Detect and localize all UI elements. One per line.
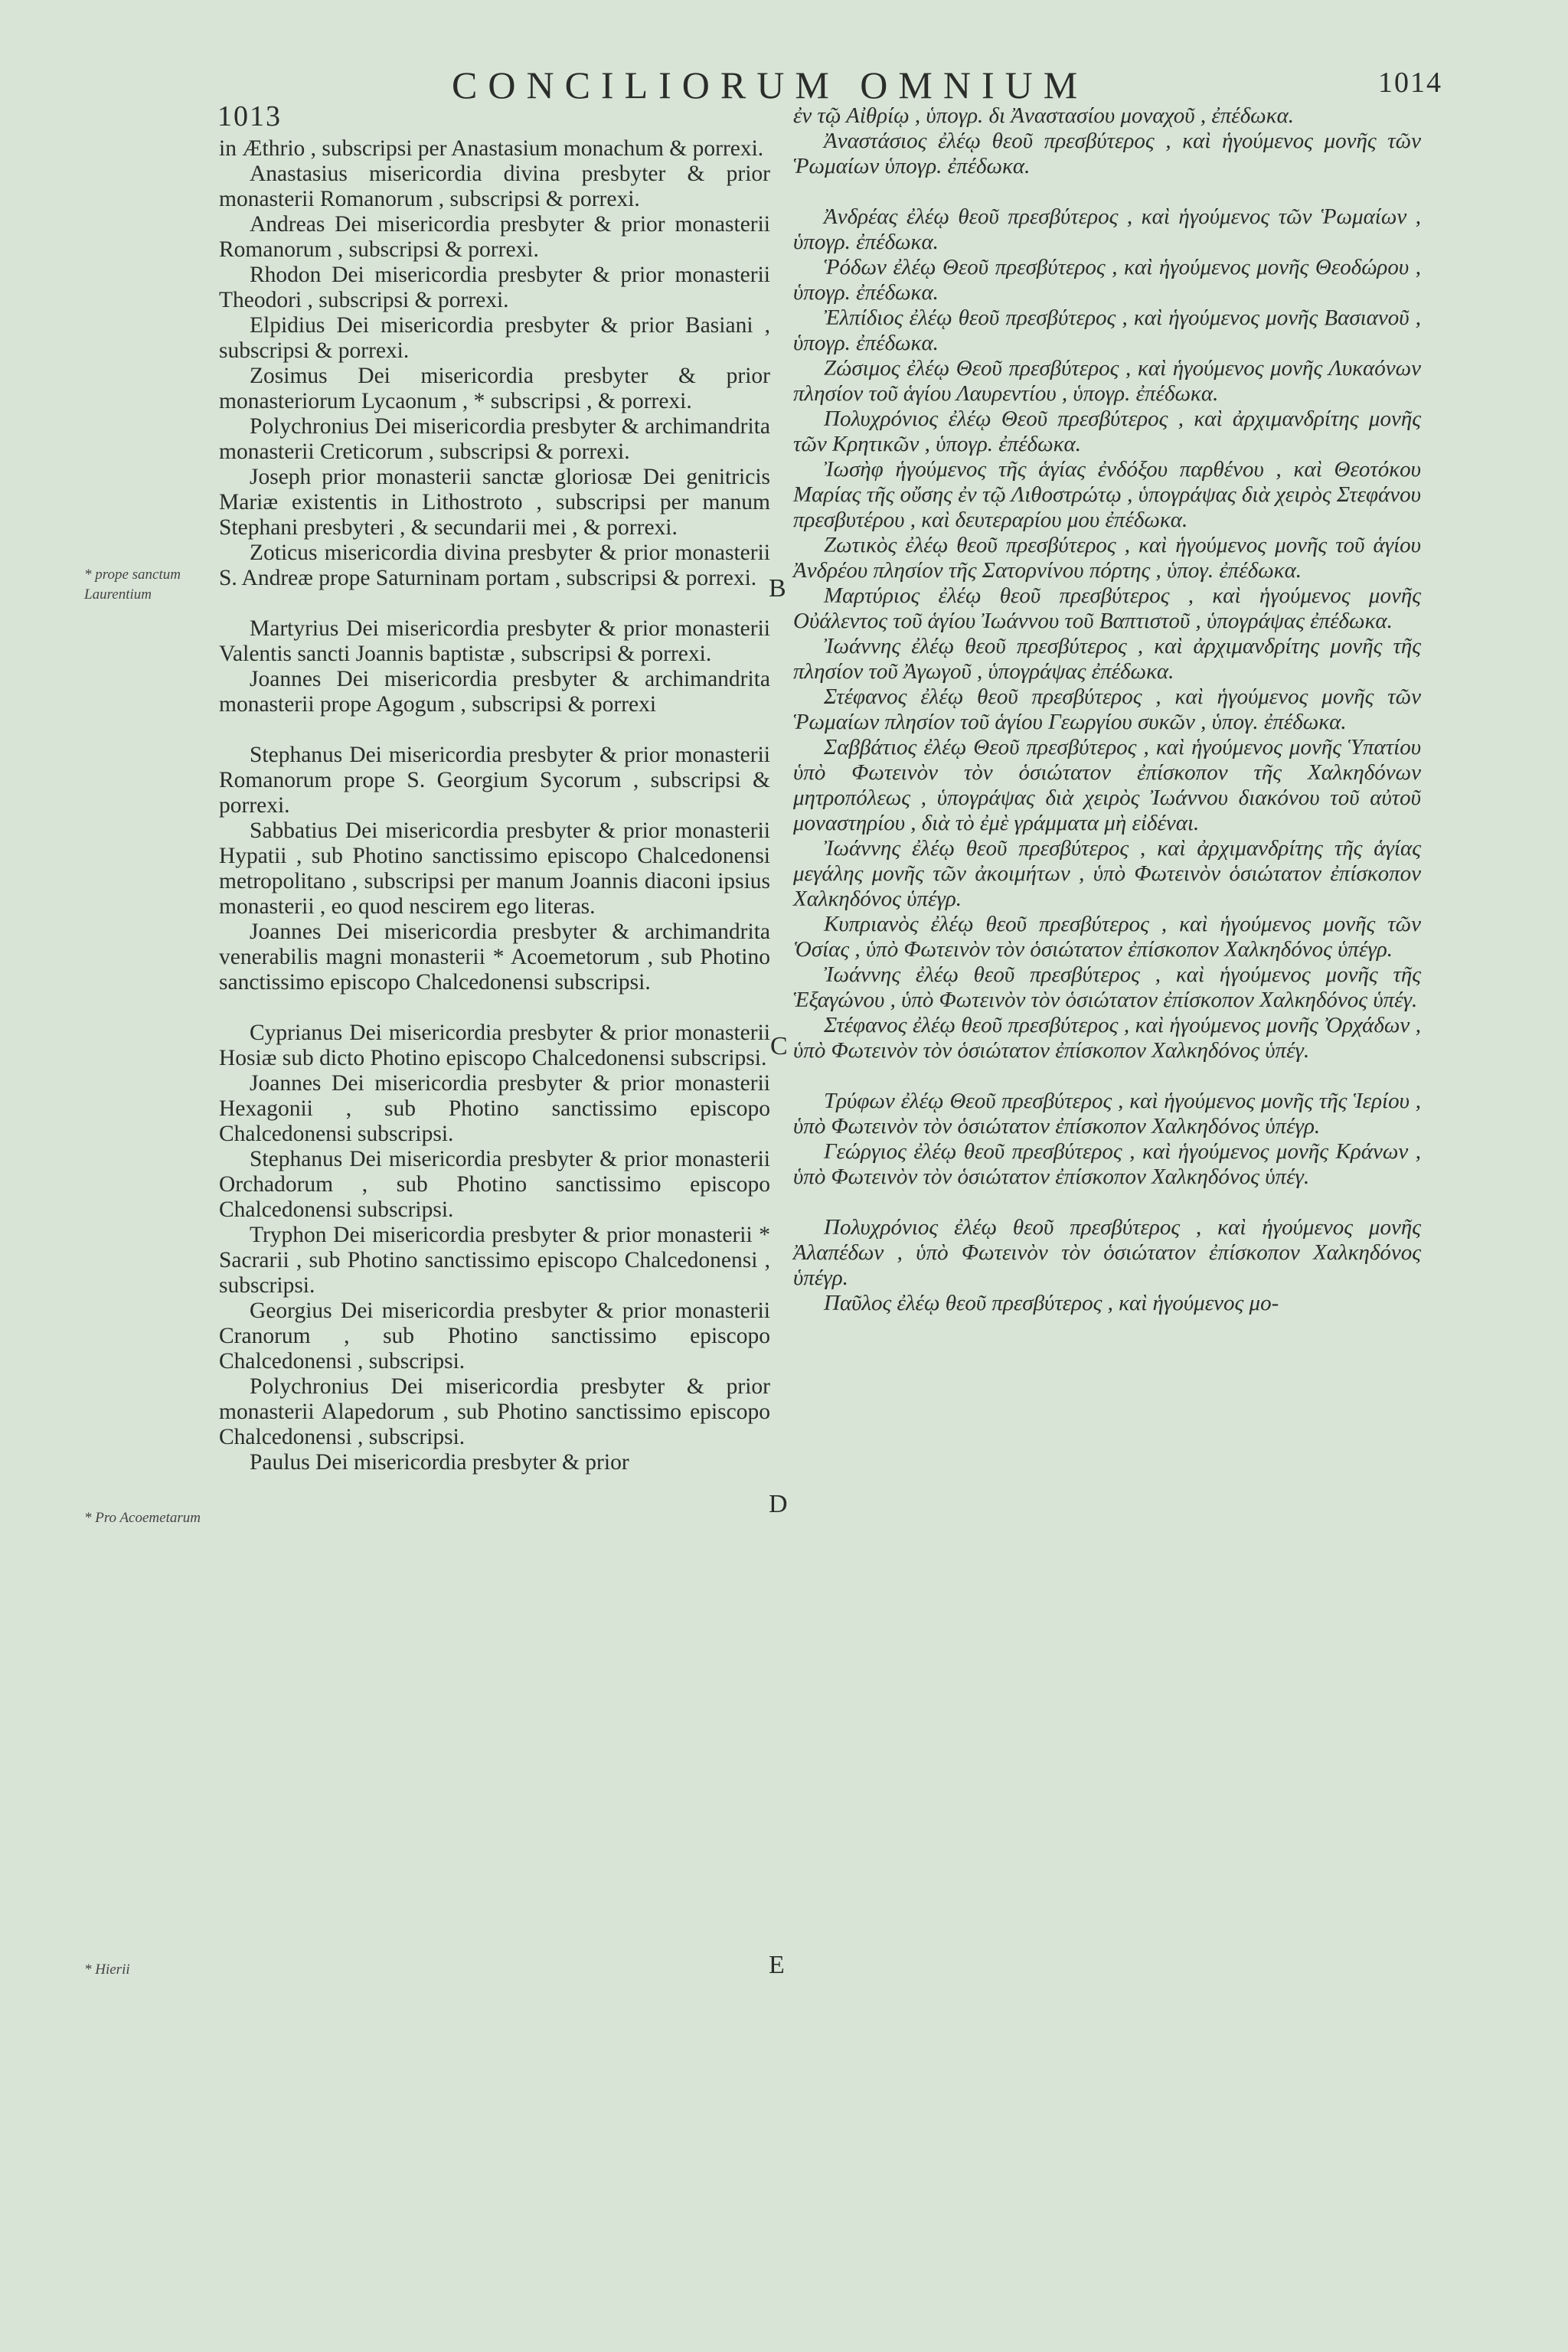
greek-entry: Μαρτύριος ἐλέῳ θεοῦ πρεσβύτερος , καὶ ἡγούμενος μονῆς Οὐάλεντος τοῦ ἁγίου Ἰωάννου τοῦ Βαπτιστοῦ , ὑπογράψας ἐπέδωκα. bbox=[793, 583, 1421, 633]
latin-entry: Tryphon Dei misericordia presbyter & prior monasterii * Sacrarii , sub Photino sanctissimo episcopo Chalcedonensi , subscripsi. bbox=[219, 1223, 770, 1298]
greek-entry: Γεώργιος ἐλέῳ θεοῦ πρεσβύτερος , καὶ ἡγούμενος μονῆς Κράνων , ὑπὸ Φωτεινὸν τὸν ὁσιώτατον ἐπίσκοπον Χαλκηδόνος ὑπέγ. bbox=[793, 1139, 1421, 1189]
greek-entry: Ζωτικὸς ἐλέῳ θεοῦ πρεσβύτερος , καὶ ἡγούμενος μονῆς τοῦ ἁγίου Ἀνδρέου πλησίον τῆς Σατορνίνου πόρτης , ὑπογ. ἐπέδωκα. bbox=[793, 533, 1421, 583]
greek-entry: Ἰωάννης ἐλέῳ θεοῦ πρεσβύτερος , καὶ ἀρχιμανδρίτης τῆς ἁγίας μεγάλης μονῆς τῶν ἀκοιμήτων , ὑπὸ Φωτεινὸν ὁσιώτατον ἐπίσκοπον Χαλκηδόνος ὑπέγρ. bbox=[793, 836, 1421, 911]
greek-entry: Ῥόδων ἐλέῳ Θεοῦ πρεσβύτερος , καὶ ἡγούμενος μονῆς Θεοδώρου , ὑπογρ. ἐπέδωκα. bbox=[793, 255, 1421, 305]
greek-entry: ἐν τῷ Αἰθρίῳ , ὑπογρ. δι Ἀναστασίου μοναχοῦ , ἐπέδωκα. bbox=[793, 103, 1295, 128]
latin-entry: in Æthrio , subscripsi per Anastasium monachum & porrexi. bbox=[219, 136, 764, 161]
latin-column bbox=[219, 136, 770, 1475]
latin-entry: Anastasius misericordia divina presbyter & prior monasterii Romanorum , subscripsi & porrexi. bbox=[219, 162, 770, 211]
latin-entry: Stephanus Dei misericordia presbyter & prior monasterii Orchadorum , sub Photino sanctissimo episcopo Chalcedonensi subscripsi. bbox=[219, 1147, 770, 1222]
latin-entry: Martyrius Dei misericordia presbyter & prior monasterii Valentis sancti Joannis baptistæ , subscripsi & porrexi. bbox=[219, 616, 770, 666]
greek-entry: Ἰωσὴφ ἡγούμενος τῆς ἁγίας ἐνδόξου παρθένου , καὶ Θεοτόκου Μαρίας τῆς οὔσης ἐν τῷ Λιθοστρώτῳ , ὑπογράψας διὰ χειρὸς Στεφάνου πρεσβυτέρου , καὶ δευτεραρίου μου ἐπέδωκα. bbox=[793, 457, 1421, 532]
section-marker: E bbox=[769, 1951, 785, 1979]
margin-note: * prope sanctum Laurentium bbox=[84, 567, 181, 603]
greek-entry: Ἀναστάσιος ἐλέῳ θεοῦ πρεσβύτερος , καὶ ἡγούμενος μονῆς τῶν Ῥωμαίων ὑπογρ. ἐπέδωκα. bbox=[793, 129, 1421, 178]
latin-entry: Joannes Dei misericordia presbyter & archimandrita monasterii prope Agogum , subscripsi & porrexi bbox=[219, 667, 770, 717]
section-marker: B bbox=[769, 574, 786, 603]
greek-entry: Στέφανος ἐλέῳ θεοῦ πρεσβύτερος , καὶ ἡγούμενος μονῆς Ὀρχάδων , ὑπὸ Φωτεινὸν τὸν ὁσιώτατον ἐπίσκοπον Χαλκηδόνος ὑπέγ. bbox=[793, 1013, 1421, 1063]
greek-entry: Κυπριανὸς ἐλέῳ θεοῦ πρεσβύτερος , καὶ ἡγούμενος μονῆς τῶν Ὁσίας , ὑπὸ Φωτεινὸν τὸν ὁσιώτατον ἐπίσκοπον Χαλκηδόνος ὑπέγρ. bbox=[793, 912, 1421, 962]
latin-entry: Georgius Dei misericordia presbyter & prior monasterii Cranorum , sub Photino sanctissimo episcopo Chalcedonensi , subscripsi. bbox=[219, 1298, 770, 1374]
latin-entry: Cyprianus Dei misericordia presbyter & prior monasterii Hosiæ sub dicto Photino episcopo Chalcedonensi subscripsi. bbox=[219, 1021, 770, 1070]
greek-entry: Ζώσιμος ἐλέῳ Θεοῦ πρεσβύτερος , καὶ ἡγούμενος μονῆς Λυκαόνων πλησίον τοῦ ἁγίου Λαυρεντίου , ὑπογρ. ἐπέδωκα. bbox=[793, 356, 1421, 406]
greek-entry: Στέφανος ἐλέῳ θεοῦ πρεσβύτερος , καὶ ἡγούμενος μονῆς τῶν Ῥωμαίων πλησίον τοῦ ἁγίου Γεωργίου συκῶν , ὑπογ. ἐπέδωκα. bbox=[793, 684, 1421, 734]
latin-entry: Joannes Dei misericordia presbyter & archimandrita venerabilis magni monasterii * Acoemetorum , sub Photino sanctissimo episcopo Chalcedonensi subscripsi. bbox=[219, 920, 770, 995]
greek-entry: Ἐλπίδιος ἐλέῳ θεοῦ πρεσβύτερος , καὶ ἡγούμενος μονῆς Βασιανοῦ , ὑπογρ. ἐπέδωκα. bbox=[793, 305, 1421, 355]
section-marker: C bbox=[770, 1032, 788, 1060]
latin-entry: Sabbatius Dei misericordia presbyter & prior monasterii Hypatii , sub Photino sanctissimo episcopo Chalcedonensi metropolitano , subscripsi per manum Joannis diaconi ipsius monasterii , eo quod nescirem ego literas. bbox=[219, 818, 770, 919]
greek-entry: Ἀνδρέας ἐλέῳ θεοῦ πρεσβύτερος , καὶ ἡγούμενος τῶν Ῥωμαίων , ὑπογρ. ἐπέδωκα. bbox=[793, 204, 1421, 254]
latin-entry: Polychronius Dei misericordia presbyter & archimandrita monasterii Creticorum , subscripsi & porrexi. bbox=[219, 414, 770, 464]
latin-entry: Andreas Dei misericordia presbyter & prior monasterii Romanorum , subscripsi & porrexi. bbox=[219, 212, 770, 262]
greek-entry: Τρύφων ἐλέῳ Θεοῦ πρεσβύτερος , καὶ ἡγούμενος μονῆς τῆς Ἱερίου , ὑπὸ Φωτεινὸν τὸν ὁσιώτατον ἐπίσκοπον Χαλκηδόνος ὑπέγρ. bbox=[793, 1089, 1421, 1138]
greek-entry: Ἰωάννης ἐλέῳ θεοῦ πρεσβύτερος , καὶ ἀρχιμανδρίτης μονῆς τῆς πλησίον τοῦ Ἀγωγοῦ , ὑπογράψας ἐπέδωκα. bbox=[793, 634, 1421, 684]
latin-entry: Rhodon Dei misericordia presbyter & prior monasterii Theodori , subscripsi & porrexi. bbox=[219, 263, 770, 312]
latin-entry: Joseph prior monasterii sanctæ gloriosæ Dei genitricis Mariæ existentis in Lithostroto , subscripsi per manum Stephani presbyteri , & secundarii mei , & porrexi. bbox=[219, 465, 770, 540]
latin-entry: Joannes Dei misericordia presbyter & prior monasterii Hexagonii , sub Photino sanctissimo episcopo Chalcedonensi subscripsi. bbox=[219, 1071, 770, 1146]
greek-entry: Παῦλος ἐλέῳ θεοῦ πρεσβύτερος , καὶ ἡγούμενος μο- bbox=[824, 1291, 1279, 1315]
page-number-left: 1013 bbox=[217, 100, 282, 132]
section-marker: D bbox=[769, 1490, 788, 1518]
greek-entry: Πολυχρόνιος ἐλέῳ Θεοῦ πρεσβύτερος , καὶ ἀρχιμανδρίτης μονῆς τῶν Κρητικῶν , ὑπογρ. ἐπέδωκα. bbox=[793, 407, 1421, 456]
latin-entry: Zosimus Dei misericordia presbyter & prior monasteriorum Lycaonum , * subscripsi , & porrexi. bbox=[219, 364, 770, 413]
greek-entry: Ἰωάννης ἐλέῳ θεοῦ πρεσβύτερος , καὶ ἡγούμενος μονῆς τῆς Ἑξαγώνου , ὑπὸ Φωτεινὸν τὸν ὁσιώτατον ἐπίσκοπον Χαλκηδόνος ὑπέγ. bbox=[793, 962, 1421, 1012]
latin-entry: Paulus Dei misericordia presbyter & prior bbox=[250, 1450, 629, 1475]
running-title: CONCILIORUM OMNIUM bbox=[452, 64, 1089, 106]
latin-entry: Elpidius Dei misericordia presbyter & prior Basiani , subscripsi & porrexi. bbox=[219, 313, 770, 363]
greek-entry: Πολυχρόνιος ἐλέῳ θεοῦ πρεσβύτερος , καὶ ἡγούμενος μονῆς Ἀλαπέδων , ὑπὸ Φωτεινὸν τὸν ὁσιώτατον ἐπίσκοπον Χαλκηδόνος ὑπέγρ. bbox=[793, 1215, 1421, 1290]
page-number-right: 1014 bbox=[1378, 67, 1442, 99]
latin-entry: Stephanus Dei misericordia presbyter & prior monasterii Romanorum prope S. Georgium Sycorum , subscripsi & porrexi. bbox=[219, 743, 770, 818]
margin-note: * Pro Acoemetarum bbox=[84, 1510, 201, 1526]
greek-entry: Σαββάτιος ἐλέῳ Θεοῦ πρεσβύτερος , καὶ ἡγούμενος μονῆς Ὑπατίου ὑπὸ Φωτεινὸν τὸν ὁσιώτατον ἐπίσκοπον τῆς Χαλκηδόνων μητροπόλεως , ὑπογράψας διὰ χειρὸς Ἰωάννου διακόνου τοῦ αὐτοῦ μοναστηρίου , διὰ τὸ ἐμὲ γράμματα μὴ εἰδέναι. bbox=[793, 735, 1421, 835]
latin-entry: Polychronius Dei misericordia presbyter & prior monasterii Alapedorum , sub Photino sanctissimo episcopo Chalcedonensi , subscripsi. bbox=[219, 1374, 770, 1449]
margin-note: * Hierii bbox=[84, 1962, 130, 1978]
greek-column bbox=[793, 103, 1421, 1316]
latin-entry: Zoticus misericordia divina presbyter & prior monasterii S. Andreæ prope Saturninam portam , subscripsi & porrexi. bbox=[219, 541, 770, 590]
